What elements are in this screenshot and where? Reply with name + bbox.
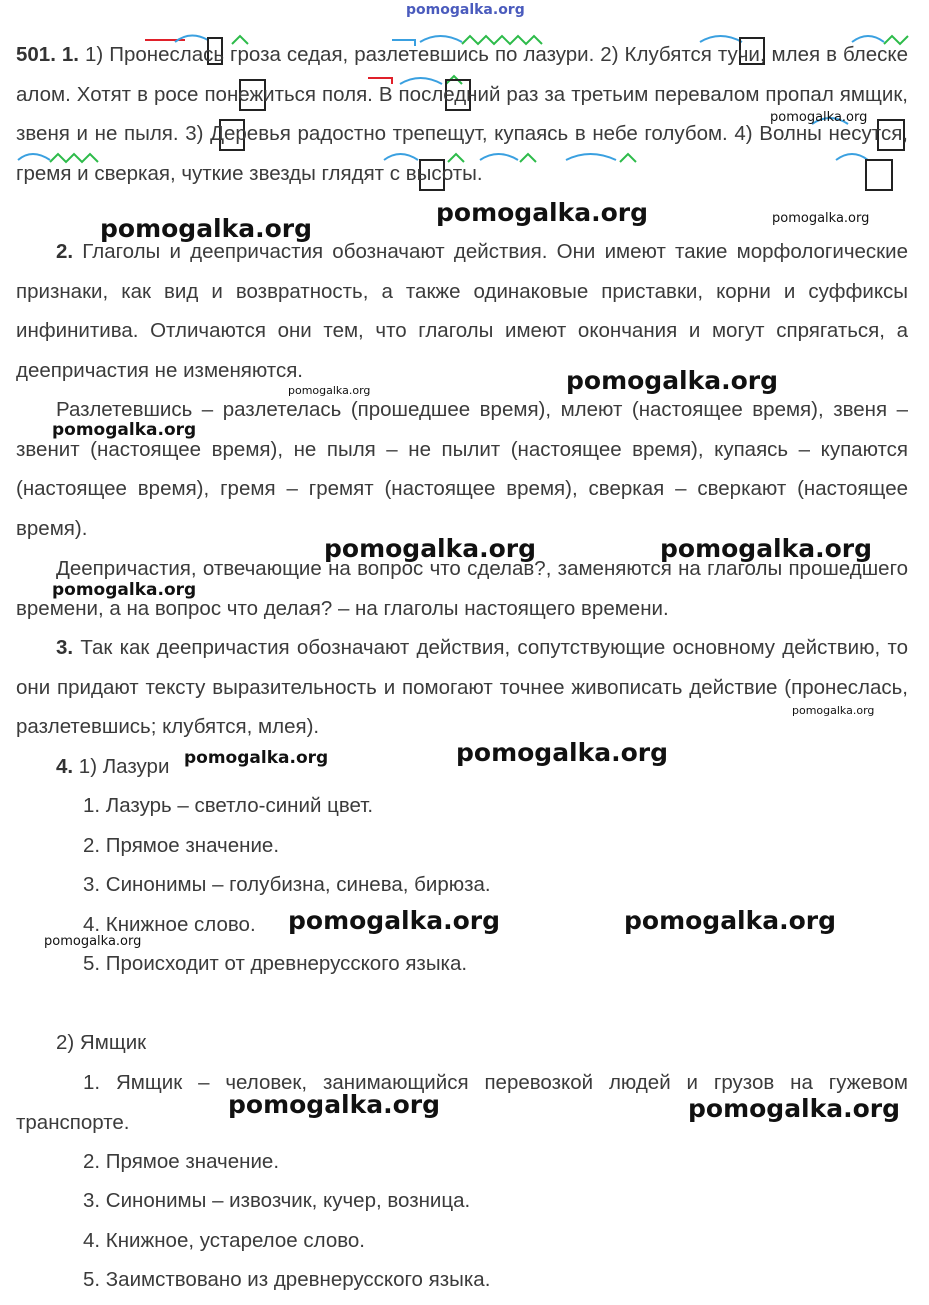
- word-1-title: 1) Лазури: [73, 755, 170, 778]
- word-1-item: 2. Прямое значение.: [83, 834, 280, 857]
- part-2-label: 2.: [56, 240, 74, 263]
- word-2-item: 2. Прямое значение.: [83, 1150, 280, 1173]
- watermark: pomogalka.org: [770, 110, 868, 125]
- watermark: pomogalka.org: [772, 211, 870, 226]
- part-3-paragraph: [16, 628, 908, 747]
- part-2-paragraph-replacement: Деепричастия, отвечающие на вопрос что сделав?, заменяются на глаголы прошедшего времени, а на вопрос что делая? – на глаголы настоящего времени.: [16, 557, 908, 620]
- part-3-text: Так как деепричастия обозначают действия, сопутствующие основному действию, то они придают тексту выразительность и помогают точнее живописать действие (пронеслась, разлетевшись; клубятся, млея).: [16, 636, 908, 738]
- watermark: pomogalka.org: [436, 198, 649, 227]
- watermark: pomogalka.org: [52, 580, 197, 600]
- word-1-item: 5. Происходит от древнерусского языка.: [83, 952, 468, 975]
- watermark: pomogalka.org: [184, 748, 329, 768]
- part-4-label: 4.: [56, 755, 74, 778]
- watermark-top: pomogalka.org: [406, 2, 525, 18]
- word-2-item: 4. Книжное, устарелое слово.: [83, 1229, 365, 1252]
- watermark: pomogalka.org: [288, 384, 371, 397]
- watermark: pomogalka.org: [324, 534, 537, 563]
- watermark: pomogalka.org: [288, 906, 501, 935]
- part-3-label: 3.: [56, 636, 74, 659]
- word-2-item: 1. Ямщик – человек, занимающийся перевозкой людей и грузов на гужевом транспорте.: [16, 1071, 908, 1134]
- watermark: pomogalka.org: [688, 1094, 901, 1123]
- part-1-text: 1) Пронеслась гроза седая, разлетевшись по лазури. 2) Клубятся тучи, млея в блеске алом. Хотят в росе понежиться поля. В последний раз за третьим перевалом пропал ямщик, звеня и не пыля. 3) Деревья радостно трепещут, купаясь в небе голубом. 4) Волны несутся, гремя и сверкая, чуткие звезды глядят с высоты.: [16, 43, 908, 185]
- watermark: pomogalka.org: [228, 1090, 441, 1119]
- watermark: pomogalka.org: [100, 214, 313, 243]
- word-1-item: 3. Синонимы – голубизна, синева, бирюза.: [83, 873, 491, 896]
- watermark: pomogalka.org: [52, 420, 197, 440]
- word-1-item: 1. Лазурь – светло-синий цвет.: [83, 794, 374, 817]
- task-number: 501.: [16, 43, 56, 66]
- word-2-item: 5. Заимствовано из древнерусского языка.: [83, 1268, 491, 1291]
- watermark: pomogalka.org: [456, 738, 669, 767]
- part-2-text: Глаголы и деепричастия обозначают действия. Они имеют такие морфологические признаки, как вид и возвратность, а также одинаковые приставки, корни и суффиксы инфинитива. Отличаются они тем, что глаголы имеют окончания и могут спрягаться, а деепричастия не изменяются.: [16, 240, 908, 382]
- word-2-title: 2) Ямщик: [56, 1031, 147, 1054]
- watermark: pomogalka.org: [44, 934, 142, 949]
- watermark: pomogalka.org: [792, 704, 875, 717]
- watermark: pomogalka.org: [566, 366, 779, 395]
- word-1-item: 4. Книжное слово.: [83, 913, 256, 936]
- part-2-paragraph-forms: Разлетевшись – разлетелась (прошедшее время), млеют (настоящее время), звеня – звенит (настоящее время), не пыля – не пылит (настоящее время), купаясь – купаются (настоящее время), гремя – гремят (настоящее время), сверкая – сверкают (настоящее время).: [16, 398, 908, 540]
- part-4-heading: [56, 747, 169, 787]
- word-2-item: 3. Синонимы – извозчик, кучер, возница.: [83, 1189, 471, 1212]
- watermark: pomogalka.org: [660, 534, 873, 563]
- part-1-label: 1.: [61, 43, 80, 66]
- watermark: pomogalka.org: [624, 906, 837, 935]
